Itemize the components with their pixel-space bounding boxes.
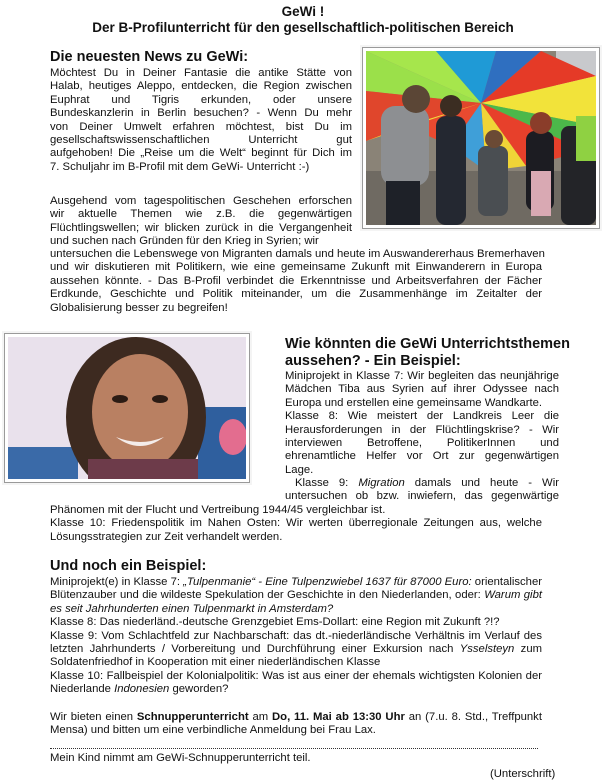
news-paragraph-2 (50, 195, 352, 249)
text-line: aufgehoben! Die „Reise um die Welt“ beginnt für Dich im (50, 147, 352, 160)
text-line: Bundeskanzlerin in Berlin besuchen? - Wenn Du mehr (50, 107, 352, 120)
text-line: Euphrat und Tigris erkunden, oder unsere (50, 93, 352, 106)
photo-girl-tiba (4, 333, 250, 483)
text-line: Klasse 10: Fallbeispiel der Kolonialpolitik: Was ist aus einer der ehemals wichtigsten Kolonien der (50, 669, 542, 682)
text-line: Herausforderungen in der Flüchtlingskrise? - Wir (285, 423, 559, 436)
text-line: Flüchtlingswellen; wir blicken zurück in die Vergangenheit (50, 221, 352, 234)
text-line: Miniprojekt(e) in Klasse 7: „Tulpenmanie“ - Eine Tulpenzwiebel 1637 für 87000 Euro: orientalischer (50, 576, 542, 588)
text-line: Erdkunde, Geschichte und Politik miteinander, um die Zusammenhänge im Zeitalter der (50, 288, 542, 301)
text-line: es seit Jahrhunderten einen Tulpenmarkt in Amsterdam? (50, 602, 334, 615)
text-line: Klasse 10: Friedenspolitik im Nahen Osten: Wir werten überregionale Zeitungen aus, welche (50, 517, 542, 530)
text-line: von Deiner Umwelt erfahren möchtest, bist Du im (50, 120, 352, 133)
text-line: Klasse 8: Das niederländ.-deutsche Grenzgebiet Ems-Dollart: eine Region mit Zukunft ?!? (50, 616, 500, 629)
text-line: interviewen Betroffene, PolitikerInnen und (285, 437, 559, 450)
text-line: und suchen nach Gründen für den Krieg in Syrien; wir (50, 235, 319, 248)
heading-line: aussehen? - Ein Beispiel: (285, 353, 461, 369)
another-example-paragraph (50, 576, 542, 697)
document-subtitle: Der B-Profilunterricht für den gesellschaftlich-politischen Bereich (92, 20, 514, 35)
signature-label: (Unterschrift) (490, 768, 556, 780)
example-paragraph (285, 370, 559, 477)
text-line: Klasse 9: Vom Schlachtfeld zur Nachbarschaft: das dt.-niederländische Verhältnis im Verlauf des (50, 629, 542, 642)
text-line: Globalisierung besser zu begreifen! (50, 301, 228, 314)
news-paragraph-1 (50, 67, 352, 174)
heading-line: Wie könnten die GeWi Unterrichtsthemen (285, 336, 570, 352)
text-line: Ausgehend vom tagespolitischen Geschehen erforschen (50, 195, 352, 207)
text-line: Mensa) und bitten um eine verbindliche Anmeldung bei Frau Lax. (50, 724, 376, 737)
consent-statement: Mein Kind nimmt am GeWi-Schnupperunterricht teil. (50, 752, 311, 764)
text-line: Halab, heutiges Aleppo, entdecken, die Region zwischen (50, 80, 352, 93)
text-line: Blütenzauber und die wildeste Spekulation der Geschichte in den Niederlanden, oder: Warum gibt (50, 589, 542, 602)
example-wide-paragraph (50, 504, 542, 544)
italic-term: Migration (358, 477, 405, 489)
text-line: Europa und erstellen eine gemeinsame Wandkarte. (285, 396, 543, 409)
text-line: Wir bieten einen Schnupperunterricht am Do, 11. Mai ab 13:30 Uhr an (7.u. 8. Std., Treffpunkt (50, 711, 542, 723)
text-line: Lage. (285, 463, 314, 476)
text-line: untersuchen ob bzw. inwiefern, das gegenwärtige (285, 490, 559, 503)
text-line: Niederlande Indonesien geworden? (50, 683, 229, 696)
text-line: Klasse 8: Wie meistert der Landkreis Leer die (285, 410, 559, 423)
photo-parachute-game (362, 47, 600, 229)
text-line: gesellschaftswissenschaftlichen Unterricht gut (50, 134, 352, 147)
section-heading-news: Die neuesten News zu GeWi: (50, 49, 249, 65)
photo-content (8, 337, 246, 479)
signature-name-field[interactable] (50, 748, 538, 749)
parachute-photo-illustration (366, 51, 596, 225)
trial-lesson-offer (50, 711, 542, 738)
text-line: Lösungsstrategien zur Zeit verhandelt werden. (50, 530, 283, 543)
text-line: Klasse 9: Migration damals und heute - Wir (295, 477, 559, 489)
photo-content (366, 51, 596, 225)
klasse9-paragraph (285, 477, 559, 504)
text-line: Möchtest Du in Deiner Fantasie die antike Stätte von (50, 67, 352, 79)
section-heading-another-example: Und noch ein Beispiel: (50, 558, 207, 574)
news-paragraph-3 (50, 248, 545, 315)
text-line: und wir diskutieren mit Politikern, wie eine gemeinsame Zukunft mit Einwanderern in Europa (50, 261, 542, 274)
text-line: Miniprojekt in Klasse 7: Wir begleiten das neunjährige (285, 370, 559, 382)
section-heading-example (285, 336, 570, 370)
text-line: wir aktuelle Themen wie z.B. die gegenwärtigen (50, 208, 352, 221)
text-line: 7. Schuljahr im B-Profil mit dem GeWi- Unterricht :-) (50, 160, 310, 173)
document-title: GeWi ! (281, 4, 325, 19)
girl-photo-illustration (8, 337, 246, 479)
text-line: Mädchen Tiba aus Syrien auf ihrer Odyssee nach (285, 383, 559, 396)
text-line: aussehen könnte. - Das B-Profil verbindet die Erkenntnisse und Arbeitsverfahren der Fächer (50, 274, 542, 287)
text-line: ehrenamtliche Helfer vor Ort zur gegenwärtigen (285, 450, 559, 463)
text-line: letzten Jahrhunderts / Vorbereitung und Durchführung einer Exkursion nach Ysselsteyn zum (50, 643, 543, 656)
text-line: untersuchen die Lebenswege von Migranten damals und heute im Auswandererhaus Bremerhaven (50, 248, 545, 260)
text-line: Soldatenfriedhof in Kooperation mit einer niederländischen Klasse (50, 656, 381, 669)
text-line: Phänomen mit der Flucht und Vertreibung 1944/45 vergleichbar ist. (50, 504, 386, 516)
